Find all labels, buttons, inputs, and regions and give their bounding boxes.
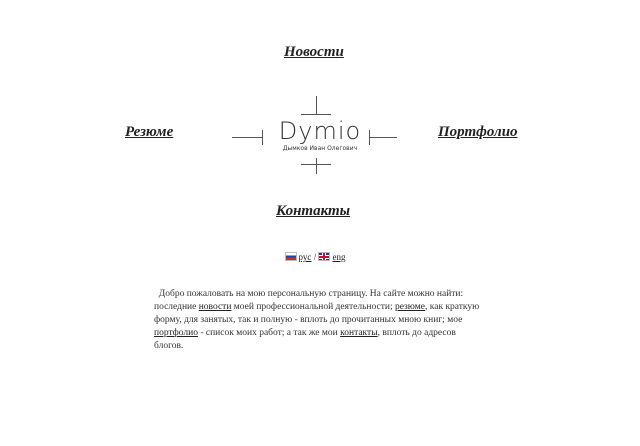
lang-separator: / — [311, 252, 319, 262]
logo-subtitle: Дымков Иван Олегович — [282, 145, 358, 152]
nav-resume-link[interactable]: Резюме — [125, 124, 174, 140]
intro-text-3: , как краткую форму, для занятых, так и полную - вплоть до прочитанных мною книг; мое — [154, 302, 480, 325]
lang-en-link[interactable]: eng — [332, 252, 346, 262]
cross-line-left — [232, 137, 262, 138]
intro-portfolio-link[interactable]: портфолио — [154, 328, 198, 338]
logo-mark: Dymio — [278, 117, 362, 145]
site-logo[interactable] — [270, 118, 370, 158]
russia-flag-icon — [285, 252, 297, 261]
intro-text-4: - список моих работ; а так же мои — [197, 328, 341, 338]
intro-contacts-link[interactable]: контакты — [340, 328, 378, 338]
language-switcher — [0, 252, 630, 262]
cross-line-top-tick — [301, 114, 331, 115]
cross-line-left-tick — [262, 130, 263, 145]
cross-line-bottom-tick — [301, 164, 331, 165]
intro-news-link[interactable]: новости — [198, 302, 232, 312]
cross-line-bottom — [316, 158, 317, 174]
intro-paragraph — [154, 288, 484, 353]
nav-contacts-link[interactable]: Контакты — [276, 203, 351, 219]
cross-line-right — [370, 137, 397, 138]
intro-resume-link[interactable]: резюме — [394, 302, 426, 312]
lang-ru-link[interactable]: рус — [298, 252, 312, 262]
intro-text-1: Добро пожаловать на мою персональную страницу. На сайте можно найти: последние — [154, 289, 464, 312]
intro-text-5: , вплоть до адресов блогов. — [154, 328, 456, 351]
uk-flag-icon — [318, 252, 330, 261]
intro-text-2: моей профессиональной деятельности; — [231, 302, 395, 312]
nav-news-link[interactable]: Новости — [284, 44, 344, 60]
cross-line-top — [316, 96, 317, 114]
nav-portfolio-link[interactable]: Портфолио — [438, 124, 518, 140]
